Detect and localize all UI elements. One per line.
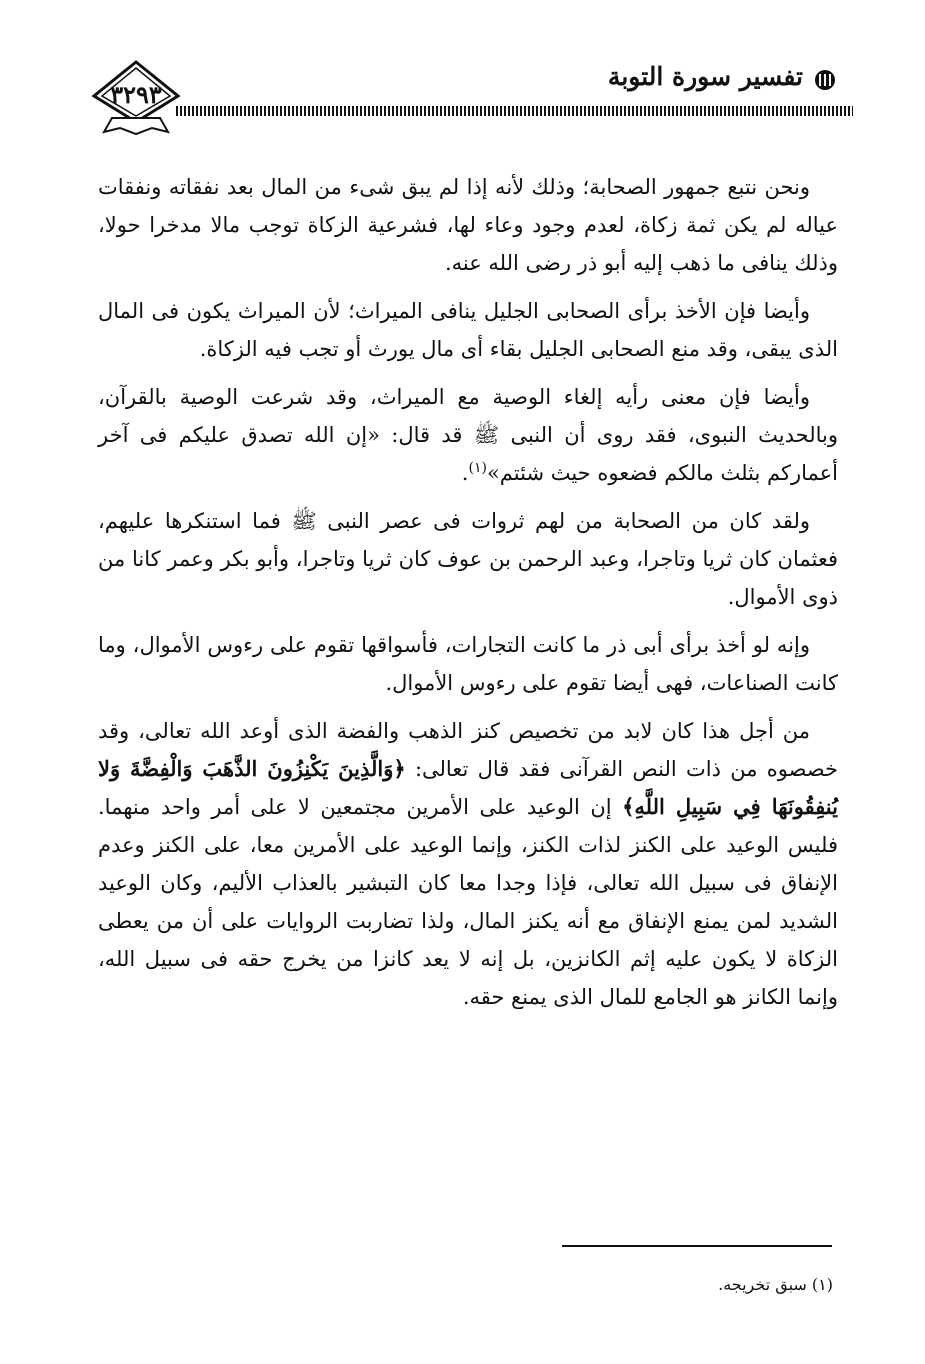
paragraph-text: من أجل هذا كان لابد من تخصيص كنز الذهب والفضة الذى أوعد الله تعالى، وقد خصصوه من ذات النص القرآنى فقد قال تعالى: bbox=[98, 719, 839, 781]
main-text bbox=[98, 168, 838, 1026]
footnote: (١) سبق تخريجه. bbox=[718, 1275, 833, 1294]
paragraph bbox=[98, 378, 838, 492]
paragraph: وإنه لو أخذ برأى أبى ذر ما كانت التجارات، فأسواقها تقوم على رءوس الأموال، وما كانت الصناعات، فهى أيضا تقوم على رءوس الأموال. bbox=[98, 633, 838, 695]
quran-verse: ﴿وَالَّذِينَ يَكْنِزُونَ الذَّهَبَ وَالْفِضَّةَ وَلا يُنفِقُونَهَا فِي سَبِيلِ اللَّهِ﴾ bbox=[98, 756, 838, 819]
page-number: ٣٢٩٣ bbox=[110, 80, 162, 109]
paragraph: ونحن نتبع جمهور الصحابة؛ وذلك لأنه إذا لم يبق شىء من المال بعد نفقاته ونفقات عياله لم يكن ثمة زكاة، لعدم وجود وعاء لها، فشرعية الزكاة توجب مالا مدخرا حولا، وذلك ينافى ما ذهب إليه أبو ذر رضى الله عنه. bbox=[98, 175, 838, 275]
running-title: تفسير سورة التوبة bbox=[607, 62, 803, 91]
paragraph-end: . bbox=[461, 461, 469, 485]
footnote-separator bbox=[562, 1245, 832, 1247]
paragraph bbox=[98, 712, 838, 1016]
footnote-reference: (١) bbox=[468, 460, 487, 476]
header-ornament-icon bbox=[813, 68, 837, 92]
paragraph: ولقد كان من الصحابة من لهم ثروات فى عصر النبى ﷺ فما استنكرها عليهم، فعثمان كان ثريا وتاجرا، وعبد الرحمن بن عوف كان ثريا وتاجرا، وأبو بكر وعمر كانا من ذوى الأموال. bbox=[98, 509, 838, 609]
page-header bbox=[0, 0, 925, 140]
paragraph: وأيضا فإن الأخذ برأى الصحابى الجليل ينافى الميراث؛ لأن الميراث يكون فى المال الذى يبقى، وقد منع الصحابى الجليل بقاء أى مال يورث أو تجب فيه الزكاة. bbox=[98, 299, 838, 361]
header-rule bbox=[176, 106, 853, 116]
paragraph-text: إن الوعيد على الأمرين مجتمعين لا على أمر واحد منهما. فليس الوعيد على الكنز لذات الكنز، وإنما الوعيد على الأمرين معا، على الكنز وعدم الإنفاق فى سبيل الله تعالى، فإذا وجدا معا كان التبشير بالعذاب الأليم، وكان الوعيد الشديد لمن يمنع الإنفاق مع أنه يكنز المال، ولذا تضاربت الروايات على أن من يعطى الزكاة لا يكون عليه إثم الكانزين، بل إنه لا يعد كانزا من يخرج حقه فى سبيل الله، وإنما الكانز هو الجامع للمال الذى يمنع حقه. bbox=[98, 795, 838, 1009]
paragraph-text: وأيضا فإن معنى رأيه إلغاء الوصية مع الميراث، وقد شرعت الوصية بالقرآن، وبالحديث النبوى، فقد روى أن النبى ﷺ قد قال: «إن الله تصدق عليكم فى آخر أعماركم بثلث مالكم فضعوه حيث شئتم» bbox=[98, 385, 838, 485]
